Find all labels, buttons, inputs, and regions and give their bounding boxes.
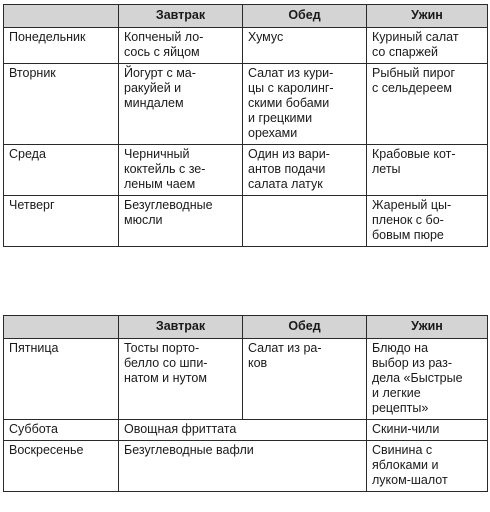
- day-cell: Вторник: [4, 64, 119, 145]
- header-breakfast: Завтрак: [119, 5, 243, 28]
- header-corner: [4, 316, 119, 339]
- table-row: [4, 339, 488, 420]
- dinner-cell: Рыбный пирог с сельдереем: [367, 64, 488, 145]
- header-dinner: Ужин: [367, 5, 488, 28]
- lunch-cell: [243, 196, 367, 247]
- table-row: [4, 420, 488, 441]
- table-row: [4, 28, 488, 64]
- dinner-cell: Свинина с яблоками и луком-шалот: [367, 441, 488, 492]
- day-cell: Среда: [4, 145, 119, 196]
- breakfast-cell: Копченый ло- сось с яйцом: [119, 28, 243, 64]
- dinner-cell: Куриный салат со спаржей: [367, 28, 488, 64]
- day-cell: Понедельник: [4, 28, 119, 64]
- table-row: [4, 64, 488, 145]
- meal-plan-table-2: [3, 315, 488, 492]
- header-breakfast: Завтрак: [119, 316, 243, 339]
- table-row: [4, 145, 488, 196]
- dinner-cell: Блюдо на выбор из раз- дела «Быстрые и легкие рецепты»: [367, 339, 488, 420]
- header-dinner: Ужин: [367, 316, 488, 339]
- breakfast-cell: Черничный коктейль с зе- леным чаем: [119, 145, 243, 196]
- header-row: [4, 316, 488, 339]
- breakfast-cell: Тосты порто- белло со шпи- натом и нутом: [119, 339, 243, 420]
- table-row: [4, 441, 488, 492]
- header-corner: [4, 5, 119, 28]
- dinner-cell: Крабовые кот- леты: [367, 145, 488, 196]
- breakfast-cell: Безуглеводные вафли: [119, 441, 367, 492]
- dinner-cell: Скини-чили: [367, 420, 488, 441]
- lunch-cell: Салат из ра- ков: [243, 339, 367, 420]
- meal-plan-table-1: [3, 4, 488, 247]
- lunch-cell: Салат из кури- цы с каролинг- скими бобами и грецкими орехами: [243, 64, 367, 145]
- day-cell: Четверг: [4, 196, 119, 247]
- header-lunch: Обед: [243, 316, 367, 339]
- lunch-cell: Хумус: [243, 28, 367, 64]
- dinner-cell: Жареный цы- пленок с бо- бовым пюре: [367, 196, 488, 247]
- day-cell: Суббота: [4, 420, 119, 441]
- breakfast-lunch-cell: Овощная фриттата: [119, 420, 367, 441]
- breakfast-cell: Безуглеводные мюсли: [119, 196, 243, 247]
- day-cell: Воскресенье: [4, 441, 119, 492]
- breakfast-cell: Йогурт с ма- ракуйей и миндалем: [119, 64, 243, 145]
- header-lunch: Обед: [243, 5, 367, 28]
- day-cell: Пятница: [4, 339, 119, 420]
- lunch-cell: Один из вари- антов подачи салата латук: [243, 145, 367, 196]
- table-row: [4, 196, 488, 247]
- header-row: [4, 5, 488, 28]
